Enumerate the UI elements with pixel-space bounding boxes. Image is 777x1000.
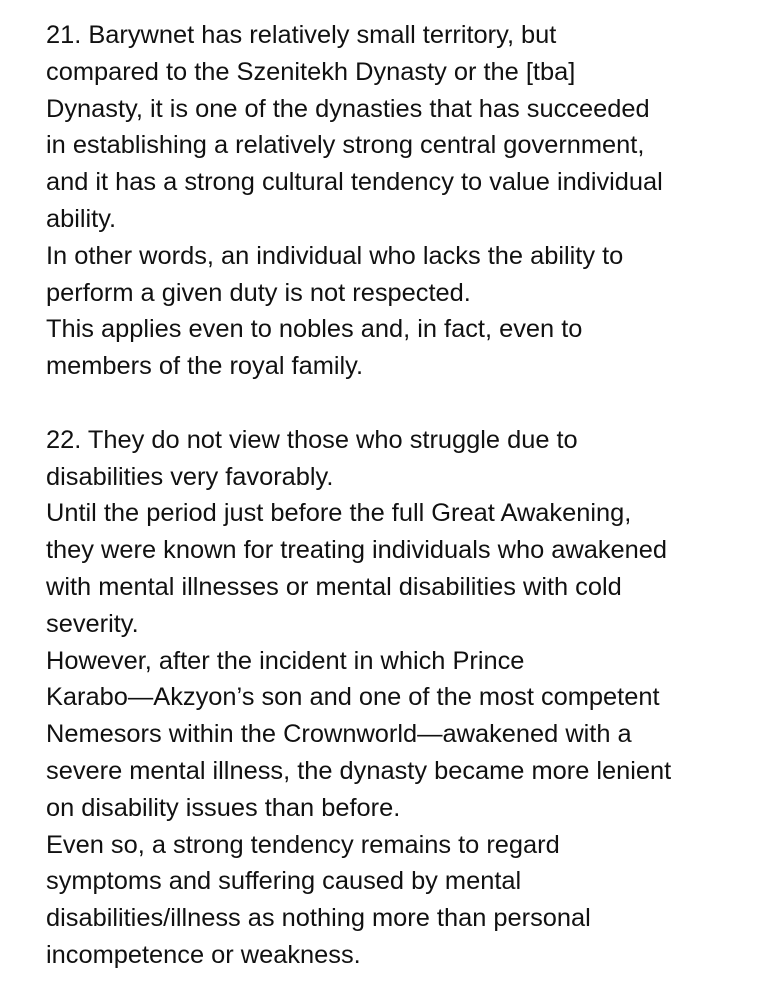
text-line: disabilities/illness as nothing more than personal [46,904,591,933]
text-line: Until the period just before the full Great Awakening, [46,499,632,528]
text-line: members of the royal family. [46,352,364,381]
text-line: severe mental illness, the dynasty became more lenient [46,756,672,785]
text-line: on disability issues than before. [46,793,401,822]
paragraph-gap [46,385,756,422]
text-line: However, after the incident in which Prince [46,646,525,675]
text-line: with mental illnesses or mental disabilities with cold [46,572,622,601]
text-line: Dynasty, it is one of the dynasties that has succeeded [46,94,650,123]
text-line: severity. [46,609,139,638]
text-line: they were known for treating individuals who awakened [46,536,668,565]
text-line: Even so, a strong tendency remains to regard [46,830,560,859]
text-line: perform a given duty is not respected. [46,278,471,307]
text-line: symptoms and suffering caused by mental [46,867,522,896]
text-line: and it has a strong cultural tendency to value individual [46,168,663,197]
text-line: in establishing a relatively strong central government, [46,131,645,160]
text-line: Nemesors within the Crownworld—awakened with a [46,720,632,749]
text-line: incompetence or weakness. [46,940,361,969]
text-line: In other words, an individual who lacks the ability to [46,241,624,270]
text-line: 21. Barywnet has relatively small territory, but [46,21,557,49]
text-line: disabilities very favorably. [46,462,334,491]
text-line: 22. They do not view those who struggle due to [46,425,578,454]
text-line: compared to the Szenitekh Dynasty or the [tba] [46,57,576,86]
document-body [46,17,756,974]
text-line: Karabo—Akzyon’s son and one of the most competent [46,683,660,712]
paragraph-22 [46,422,756,974]
text-line: ability. [46,204,117,233]
paragraph-21 [46,17,756,385]
text-line: This applies even to nobles and, in fact, even to [46,315,583,344]
